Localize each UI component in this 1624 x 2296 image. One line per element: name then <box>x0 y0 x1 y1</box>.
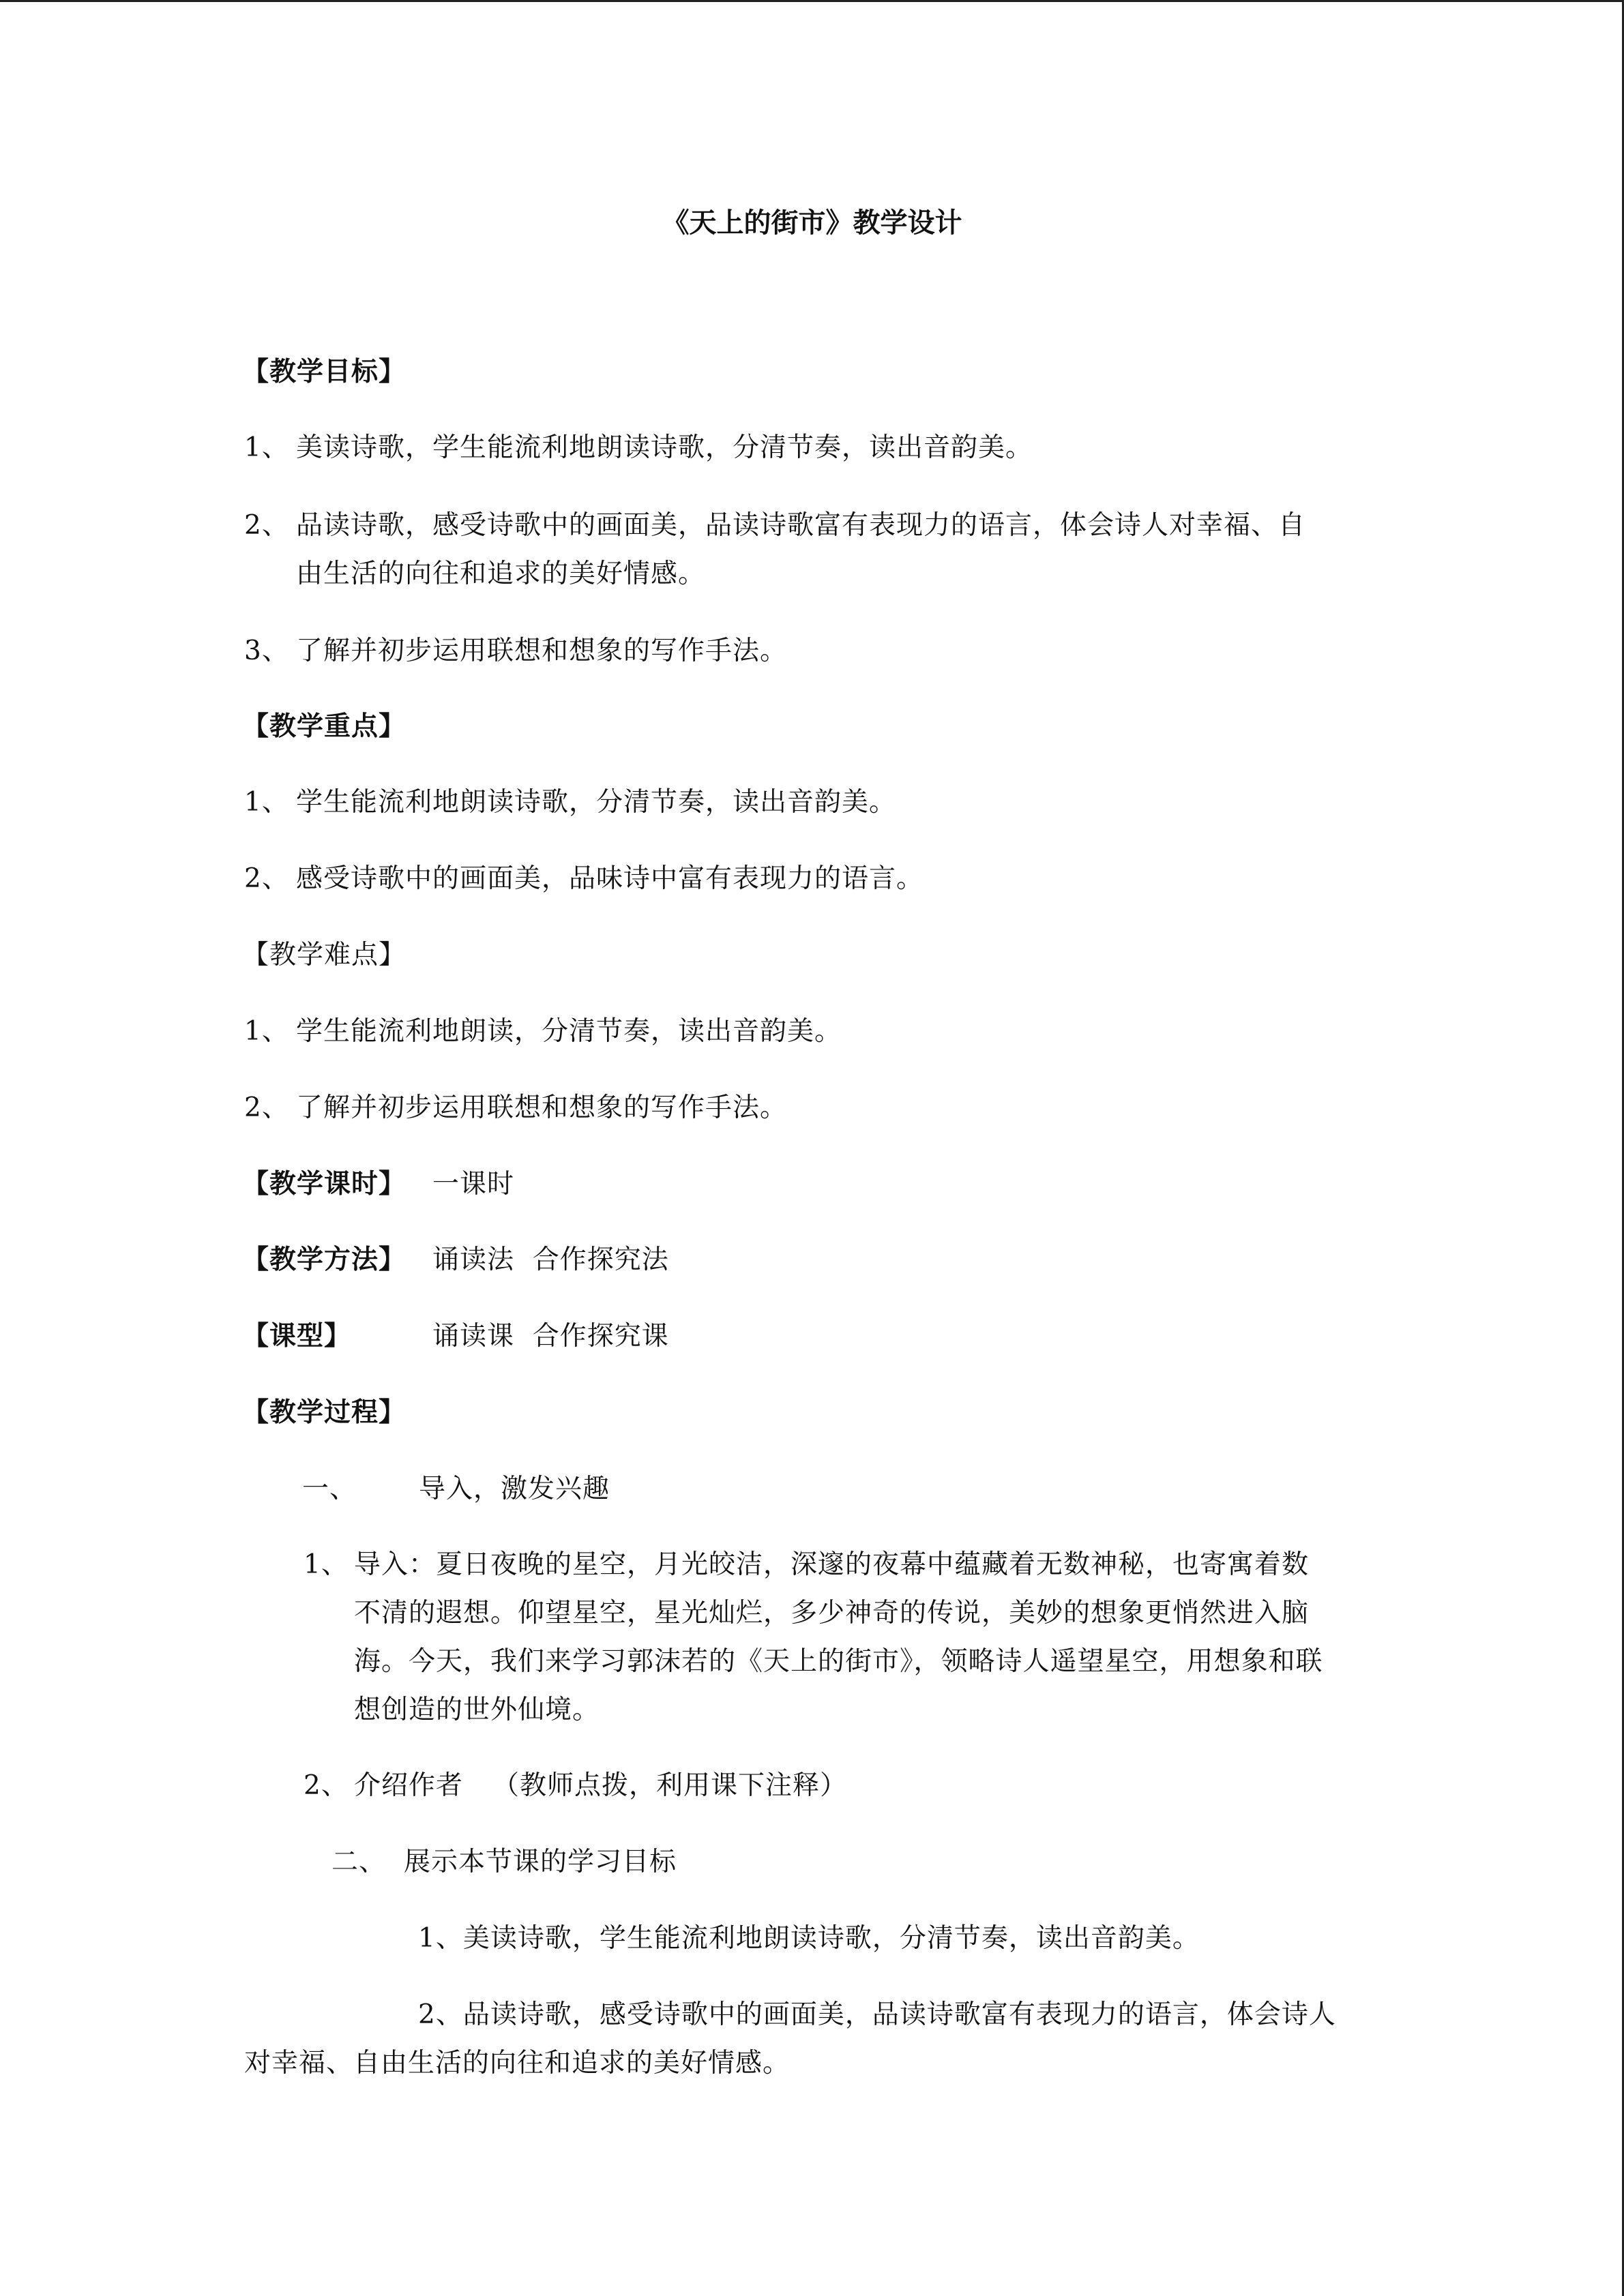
key-point-1-text: 学生能流利地朗读诗歌，分清节奏，读出音韵美。 <box>296 787 897 818</box>
section-1-item-1-line-1: 导入：夏日夜晚的星空，月光皎洁，深邃的夜幕中蕴藏着无数神秘，也寄寓着数 <box>354 1549 1310 1580</box>
objectives-heading: 【教学目标】 <box>242 357 407 387</box>
key-point-2-text: 感受诗歌中的画面美，品味诗中富有表现力的语言。 <box>296 863 924 894</box>
section-2-title: 展示本节课的学习目标 <box>404 1847 677 1877</box>
objective-1-number: 1、 <box>244 432 289 463</box>
key-points-heading: 【教学重点】 <box>242 711 407 742</box>
hours-value: 一课时 <box>432 1169 515 1199</box>
section-1-title: 导入，激发兴趣 <box>419 1474 610 1504</box>
section-1-item-1-line-4: 想创造的世外仙境。 <box>354 1695 600 1725</box>
difficulty-1-number: 1、 <box>244 1016 289 1047</box>
objective-3-number: 3、 <box>244 636 289 666</box>
section-1-item-1-line-2: 不清的遐想。仰望星空，星光灿烂，多少神奇的传说，美妙的想象更悄然进入脑 <box>354 1598 1310 1628</box>
section-2-goal-1: 1、美读诗歌，学生能流利地朗读诗歌，分清节奏，读出音韵美。 <box>418 1923 1200 1954</box>
section-1-item-2-note: （教师点拨，利用课下注释） <box>492 1770 848 1801</box>
process-heading: 【教学过程】 <box>242 1397 407 1428</box>
methods-heading: 【教学方法】 <box>242 1244 407 1275</box>
document-title: 《天上的街市》教学设计 <box>662 207 962 239</box>
objective-2-text: 品读诗歌，感受诗歌中的画面美，品读诗歌富有表现力的语言，体会诗人对幸福、自 <box>296 510 1306 541</box>
section-1-item-2-text: 介绍作者 <box>354 1770 464 1801</box>
key-point-1-number: 1、 <box>244 787 289 818</box>
objective-2-text-continued: 由生活的向往和追求的美好情感。 <box>296 558 706 589</box>
difficulty-2-text: 了解并初步运用联想和想象的写作手法。 <box>296 1092 788 1123</box>
lesson-type-heading: 【课型】 <box>242 1321 352 1352</box>
lesson-type-value: 诵读课 合作探究课 <box>432 1321 669 1352</box>
methods-value: 诵读法 合作探究法 <box>432 1244 669 1275</box>
objective-3-text: 了解并初步运用联想和想象的写作手法。 <box>296 636 788 666</box>
objective-2-number: 2、 <box>244 510 289 541</box>
top-border-line <box>0 0 1624 2</box>
hours-heading: 【教学课时】 <box>242 1169 407 1199</box>
objective-1-text: 美读诗歌，学生能流利地朗读诗歌，分清节奏，读出音韵美。 <box>296 432 1033 463</box>
section-2-goal-2-line-1: 2、品读诗歌，感受诗歌中的画面美，品读诗歌富有表现力的语言，体会诗人 <box>418 1999 1336 2030</box>
section-1-item-1-number: 1、 <box>304 1549 349 1580</box>
difficulties-heading: 【教学难点】 <box>242 940 407 970</box>
key-point-2-number: 2、 <box>244 863 289 894</box>
section-1-item-2-number: 2、 <box>304 1770 349 1801</box>
difficulty-2-number: 2、 <box>244 1092 289 1123</box>
difficulty-1-text: 学生能流利地朗读，分清节奏，读出音韵美。 <box>296 1016 842 1047</box>
section-1-item-1-line-3: 海。今天，我们来学习郭沫若的《天上的街市》，领略诗人遥望星空，用想象和联 <box>354 1646 1323 1677</box>
section-2-number: 二、 <box>331 1847 387 1877</box>
section-2-goal-2-line-2: 对幸福、自由生活的向往和追求的美好情感。 <box>244 2048 791 2078</box>
section-1-number: 一、 <box>302 1474 357 1504</box>
